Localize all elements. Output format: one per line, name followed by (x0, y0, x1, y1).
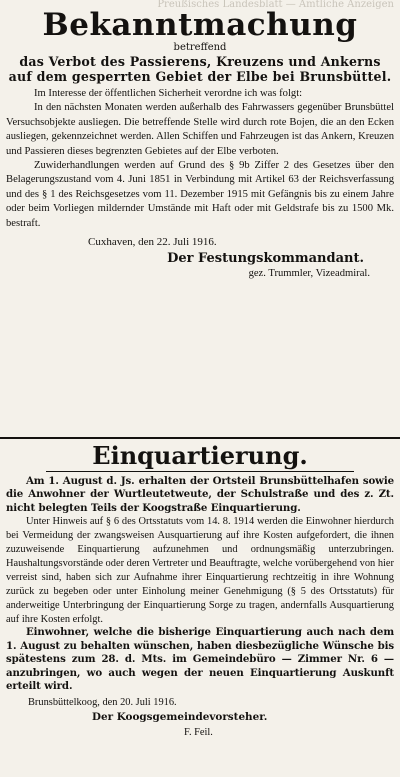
notice-betreffend: betreffend (173, 42, 227, 53)
notice-signature-name: F. Feil. (184, 726, 213, 738)
section-divider (0, 437, 400, 439)
notice-signature-title: Der Koogsgemeindevorsteher. (92, 710, 268, 723)
notice-intro-paragraph: Im Interesse der öffentlichen Sicherheit verordne ich was folgt: (34, 88, 303, 99)
title-underline (46, 471, 354, 472)
notice-body-paragraph: In den nächsten Monaten werden außerhalb des Fahrwassers gegenüber Brunsbüttel Versuchsobjekte ausliegen. Die betreffende Stelle wird durch rote Bojen, die an den Ecken ausliegen, gekennzeichnet werden. Allen Schiffen und Fahrzeugen ist das Ankern, Kreuzen und Passieren dieses begrenzten Gebietes auf der Elbe verboten. (6, 102, 394, 157)
notice-bekanntmachung (6, 8, 394, 281)
notice-body-paragraph: Unter Hinweis auf § 6 des Ortsstatuts vom 14. 8. 1914 werden die Einwohner hierdurch bei Vermeidung der zwangsweisen Ausquartierung auf ihre Kosten aufgefordert, die ihnen zuzuweisende Einquartierung aufzunehmen und ordnungsmäßig unterzubringen. Haushaltungsvorstände oder deren Vertreter und Beauftragte, welche vorübergehend von hier verreist sind, haben sich zur Aufnahme ihrer Einquartierung rechtzeitig in ihre Wohnung zurück zu begeben oder unter Einholung meiner Genehmigung (§ 5 des Ortsstatuts) für anderweitige Unterbringung der Einquartierung Sorge zu tragen, andernfalls Ausquartierung auf ihre Kosten erfolgt. (6, 516, 394, 625)
notice-title: Einquartierung. (92, 441, 308, 470)
notice-subject: das Verbot des Passierens, Kreuzens und Ankerns auf dem gesperrten Gebiet der Elbe bei Brunsbüttel. (8, 54, 392, 84)
notice-signature-title: Der Festungskommandant. (167, 251, 364, 267)
notice-dateline: Cuxhaven, den 22. Juli 1916. (88, 236, 217, 249)
notice-title: Bekanntmachung (42, 7, 358, 43)
notice-instructions-paragraph: Einwohner, welche die bisherige Einquartierung auch nach dem 1. August zu behalten wünschen, haben diesbezügliche Wünsche bis spätestens zum 28. d. Mts. im Gemeindebüro — Zimmer Nr. 6 — anzubringen, wo auch wegen der neuen Einquartierung Auskunft erteilt wird. (6, 626, 394, 693)
notice-penalty-paragraph: Zuwiderhandlungen werden auf Grund des § 9b Ziffer 2 des Gesetzes über den Belagerungszustand vom 4. Juni 1851 in Verbindung mit Artikel 63 der Reichsverfassung und des § 1 des Reichsgesetzes vom 11. Dezember 1915 mit Gefängnis bis zu einem Jahre oder beim Vorliegen mildernder Umstände mit Haft oder mit Geldstrafe bis zu 1500 Mk. bestraft. (6, 160, 394, 229)
bleed-through-text: Preußisches Landesblatt — Amtliche Anzeigen (157, 0, 394, 10)
notice-lead-paragraph: Am 1. August d. Js. erhalten der Ortsteil Brunsbüttelhafen sowie die Anwohner der Wurtleutetweute, der Schulstraße und des z. Zt. nicht belegten Teils der Koogstraße Einquartierung. (6, 475, 394, 514)
notice-place-date: Brunsbüttelkoog, den 20. Juli 1916. (28, 696, 177, 708)
notice-einquartierung (6, 442, 394, 739)
notice-signature-name: gez. Trummler, Vizeadmiral. (248, 268, 370, 280)
